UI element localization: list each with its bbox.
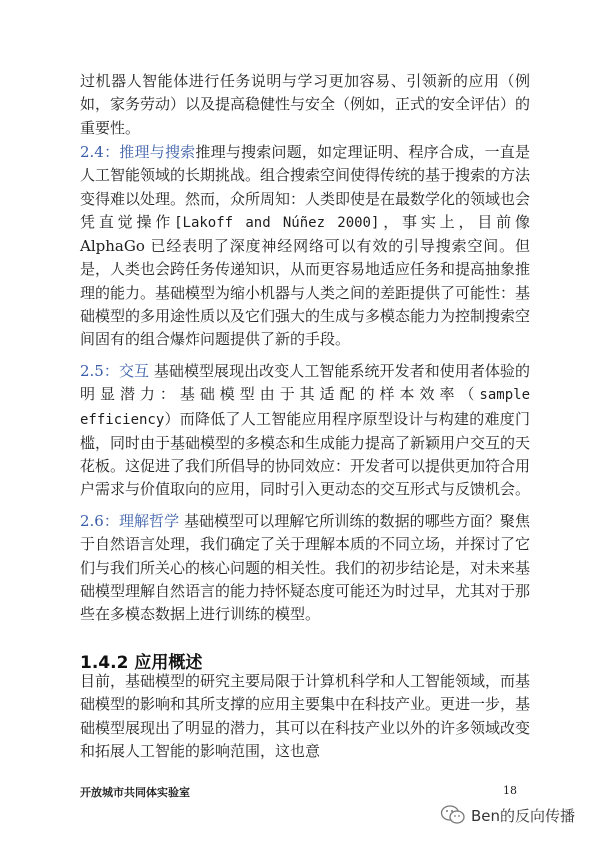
- section-2-5-body-a: 基础模型展现出改变人工智能系统开发者和使用者体验的明显潜力：基础模型由于其适配的样本效率（: [80, 362, 530, 404]
- footer-organization: 开放城市共同体实验室: [80, 786, 190, 799]
- applications-paragraph: [80, 670, 530, 763]
- section-2-6-title: 理解哲学: [118, 512, 180, 530]
- section-1-4-2-heading: 1.4.2 应用概述: [80, 653, 203, 673]
- section-2-6-number: 2.6：: [80, 512, 119, 530]
- watermark-text: Ben的反向传播: [470, 806, 575, 825]
- applications-text: 目前，基础模型的研究主要局限于计算机科学和人工智能领域，而基础模型的影响和其所支撑的应用主要集中在科技产业。更进一步，基础模型展现出了明显的潜力，其可以在科技产业以外的许多领域改变和拓展人工智能的影响范围，这也意: [80, 672, 531, 760]
- section-2-5-number: 2.5：: [80, 362, 119, 380]
- page-number: 18: [503, 784, 517, 797]
- section-2-6-body: 基础模型可以理解它所训练的数据的哪些方面？聚焦于自然语言处理，我们确定了关于理解本质的不同立场，并探讨了它们与我们所关心的核心问题的相关性。我们的初步结论是，对未来基础模型理解自然语言的能力持怀疑态度可能还为时过早，尤其对于那些在多模态数据上进行训练的模型。: [80, 512, 531, 624]
- section-2-5-paragraph: [80, 360, 530, 502]
- section-2-6-paragraph: [80, 510, 530, 626]
- section-2-4-paragraph: [80, 141, 530, 352]
- section-2-4-body-b: ，事实上，目前像 AlphaGo 已经表明了深度神经网络可以有效的引导搜索空间。但是，人类也会跨任务传递知识，从而更容易地适应任务和提高抽象推理的能力。基础模型为缩小机器与人类之间的差距提供了可能性：基础模型的多用途性质以及它们强大的生成与多模态能力为控制搜索空间固有的组合爆炸问题提供了新的手段。: [80, 212, 531, 349]
- section-2-4-citation: [Lakoff and Núñez 2000]: [174, 214, 380, 231]
- section-2-4-body-a: 推理与搜索问题，如定理证明、程序合成，一直是人工智能领域的长期挑战。组合搜索空间使得传统的基于搜索的方法变得难以处理。然而，众所周知：人类即使是在最数学化的领域也会凭直觉操作: [80, 143, 531, 231]
- section-2-4-number: 2.4：: [80, 143, 120, 161]
- section-2-5-body-b: ）而降低了人工智能应用程序原型设计与构建的难度门槛，同时由于基础模型的多模态和生成能力提高了新颖用户交互的天花板。这促进了我们所倡导的协同效应：开发者可以提供更加符合用户需求与价值取向的应用，同时引入更动态的交互形式与反馈机会。: [80, 409, 531, 499]
- section-2-4-title: 推理与搜索: [119, 143, 196, 161]
- wechat-icon: [440, 804, 466, 826]
- watermark: [440, 804, 575, 826]
- intro-text: 过机器人智能体进行任务说明与学习更加容易、引领新的应用（例如，家务劳动）以及提高稳健性与安全（例如，正式的安全评估）的重要性。: [80, 72, 531, 137]
- section-2-5-title: 交互: [118, 362, 150, 380]
- intro-paragraph: [80, 70, 530, 140]
- section-2-5-term: sample efficiency: [80, 387, 530, 428]
